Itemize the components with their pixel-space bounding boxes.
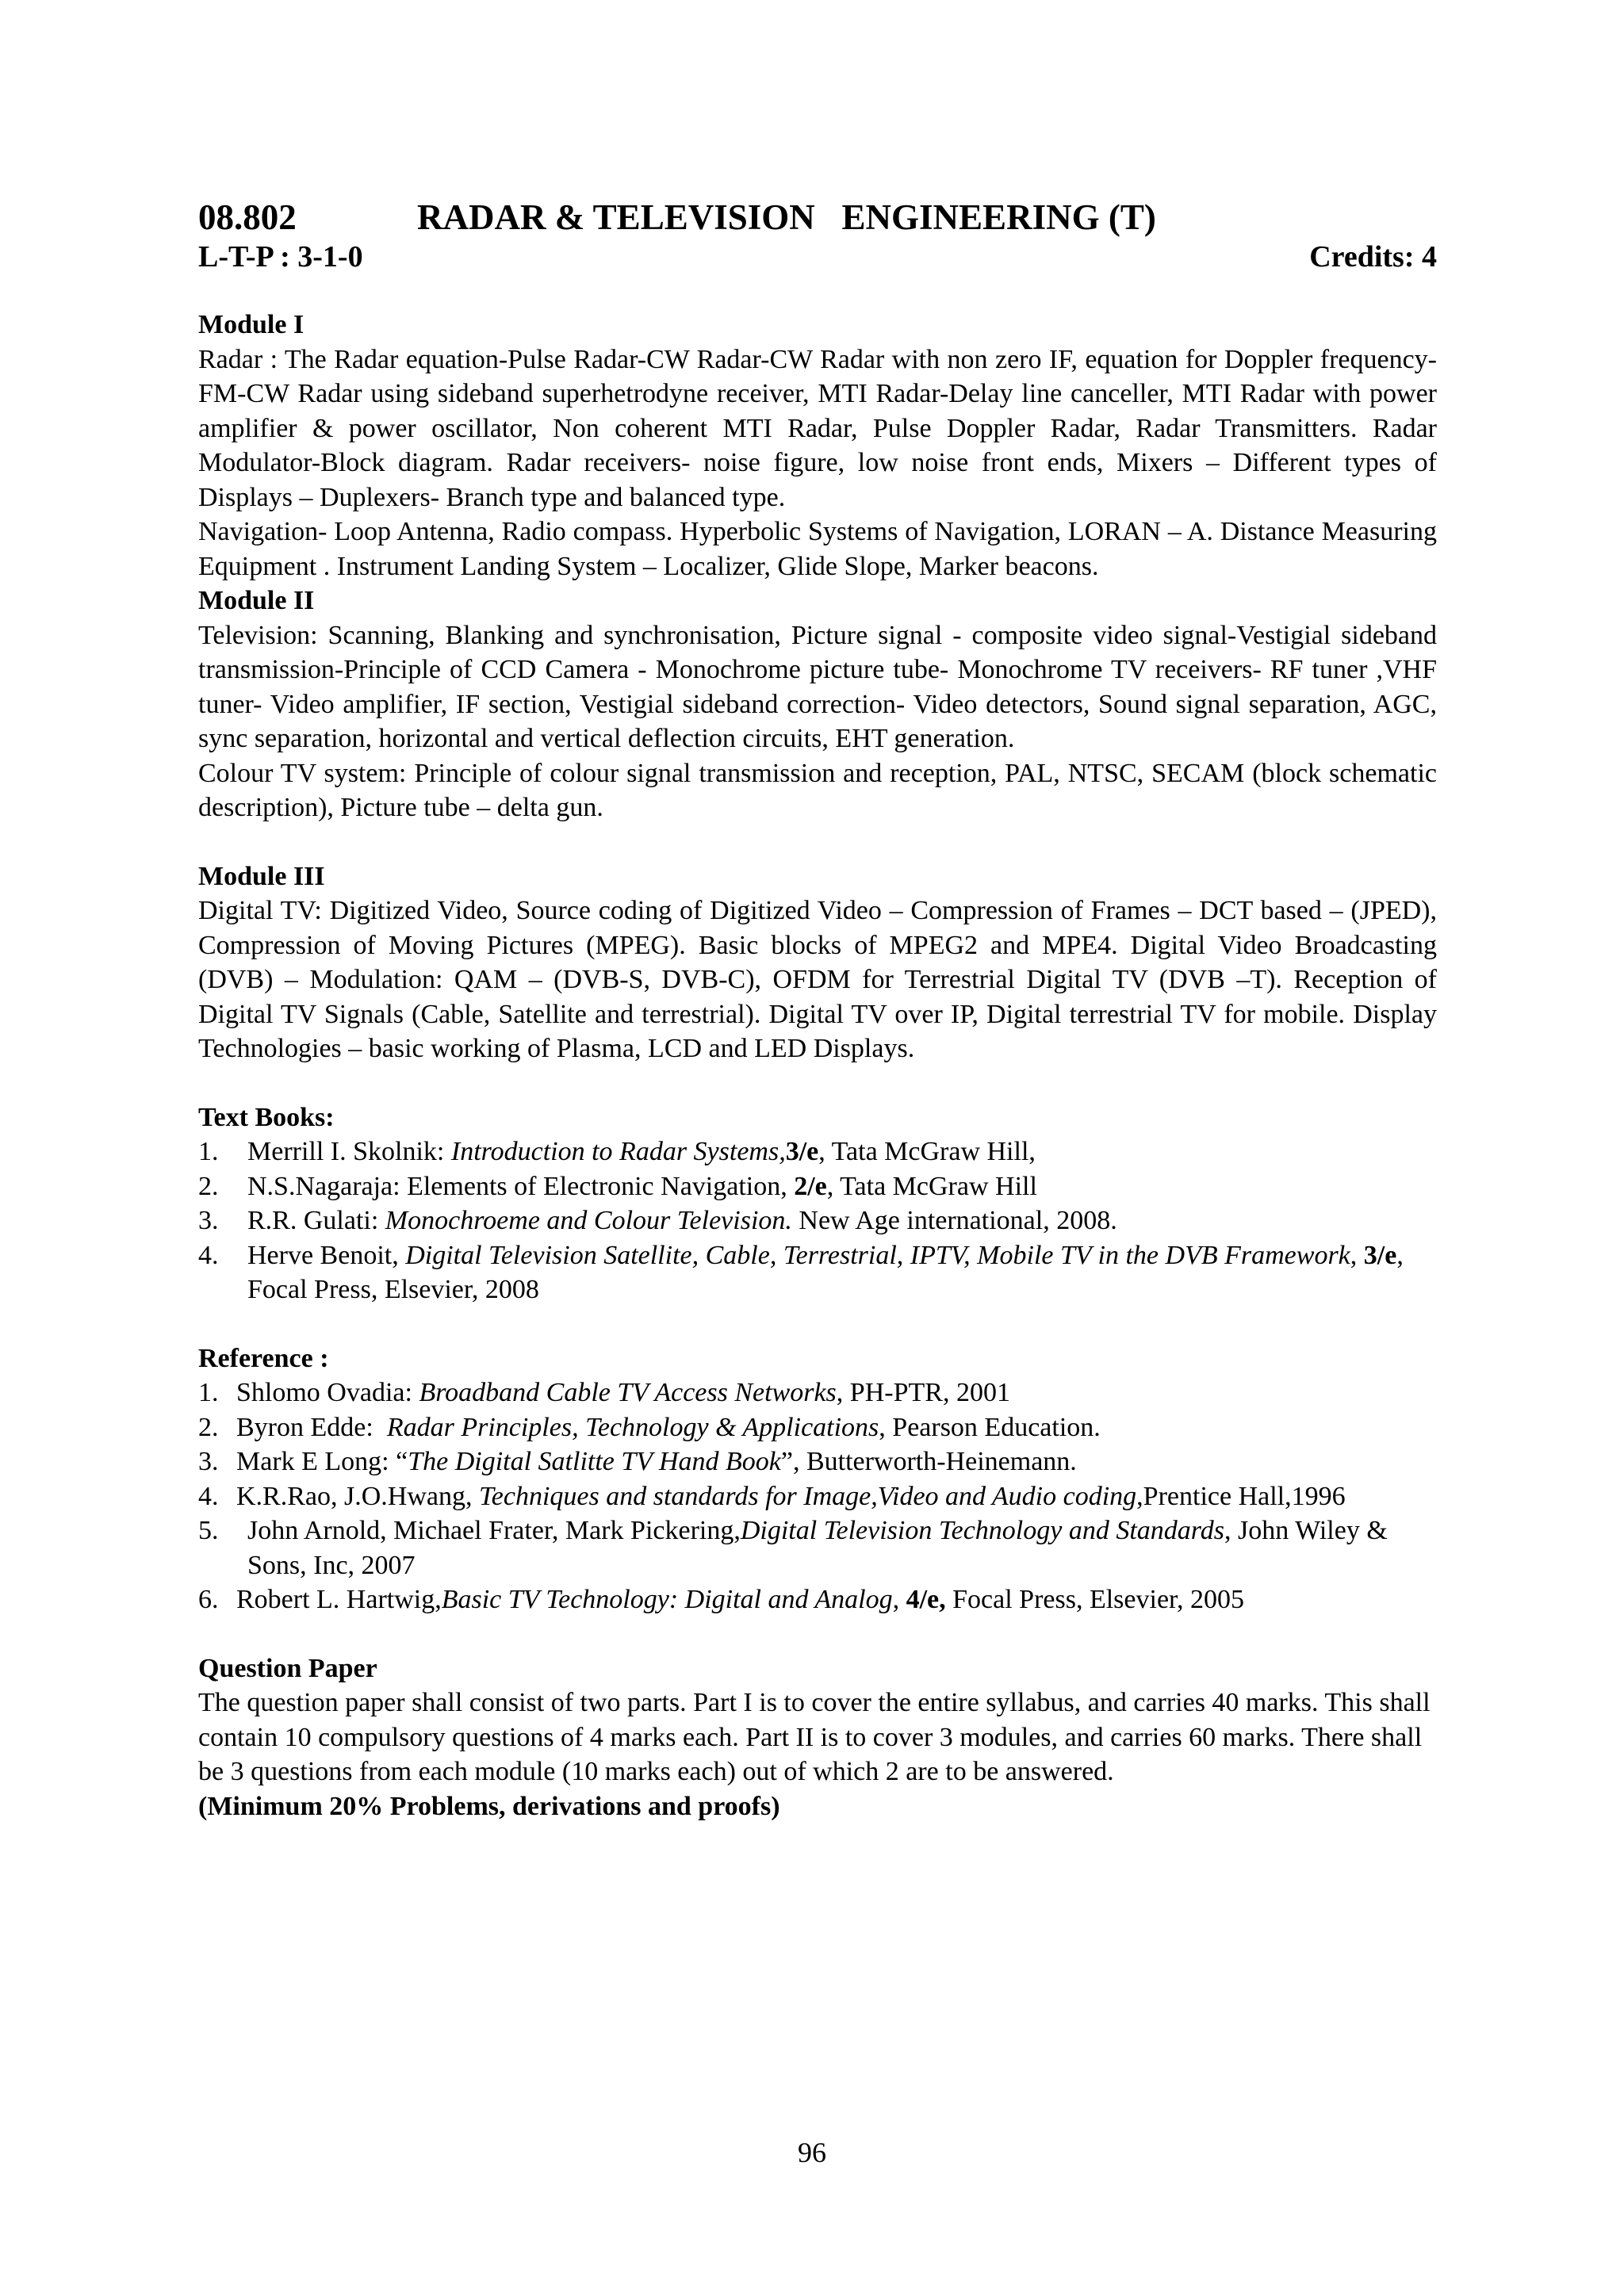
ltp-label: L-T-P : 3-1-0 [198,240,363,274]
text-books-heading: Text Books: [198,1102,335,1132]
module-2-television-text: Television: Scanning, Blanking and synchronisation, Picture signal - composite video signal-Vestigial sideband transmission-Principle of CCD Camera - Monochrome picture tube- Monochrome TV receivers- RF tuner ,VHF tuner- Video amplifier, IF section, Vestigial sideband correction- Video detectors, Sound signal separation, AGC, sync separation, horizontal and vertical deflection circuits, EHT generation. [198,620,1437,753]
ltp-credits-row [198,238,1437,276]
text-book-item: 4. Herve Benoit, Digital Television Satellite, Cable, Terrestrial, IPTV, Mobile TV in the DVB Framework, 3/e, Focal Press, Elsevier, 2008 [198,1240,1404,1304]
reference-item: 2. Byron Edde: Radar Principles, Technology & Applications, Pearson Education. [198,1412,1101,1442]
module-1-navigation-text: Navigation- Loop Antenna, Radio compass. Hyperbolic Systems of Navigation, LORAN – A. Distance Measuring Equipment . Instrument Landing System – Localizer, Glide Slope, Marker beacons. [198,517,1437,581]
question-paper-heading: Question Paper [198,1653,377,1683]
course-code: 08.802 [198,197,297,237]
module-1-radar-text: Radar : The Radar equation-Pulse Radar-CW Radar-CW Radar with non zero IF, equation for Doppler frequency- FM-CW Radar using sideband superhetrodyne receiver, MTI Radar-Delay line canceller, MTI Radar with power amplifier & power oscillator, Non coherent MTI Radar, Pulse Doppler Radar, Radar Transmitters. Radar Modulator-Block diagram. Radar receivers- noise figure, low noise front ends, Mixers – Different types of Displays – Duplexers- Branch type and balanced type. [198,344,1437,512]
credits-label: Credits: 4 [1309,240,1437,274]
syllabus-page [198,197,1437,1823]
reference-list [198,1376,1437,1617]
reference-item: 5. John Arnold, Michael Frater, Mark Pickering,Digital Television Technology and Standards, John Wiley & Sons, Inc, 2007 [198,1516,1388,1580]
question-paper-text: The question paper shall consist of two parts. Part I is to cover the entire syllabus, and carries 40 marks. This shall contain 10 compulsory questions of 4 marks each. Part II is to cover 3 modules, and carries 60 marks. There shall be 3 questions from each module (10 marks each) out of which 2 are to be answered. [198,1688,1431,1786]
course-title-row [198,197,1437,238]
module-3-heading: Module III [198,861,325,891]
reference-item: 4. K.R.Rao, J.O.Hwang, Techniques and standards for Image,Video and Audio coding,Prentice Hall,1996 [198,1481,1346,1511]
module-3-digital-tv-text: Digital TV: Digitized Video, Source coding of Digitized Video – Compression of Frames – DCT based – (JPED), Compression of Moving Pictures (MPEG). Basic blocks of MPEG2 and MPE4. Digital Video Broadcasting (DVB) – Modulation: QAM – (DVB-S, DVB-C), OFDM for Terrestrial Digital TV (DVB –T). Reception of Digital TV Signals (Cable, Satellite and terrestrial). Digital TV over IP, Digital terrestrial TV for mobile. Display Technologies – basic working of Plasma, LCD and LED Displays. [198,896,1437,1063]
reference-item: 1. Shlomo Ovadia: Broadband Cable TV Access Networks, PH-PTR, 2001 [198,1378,1010,1407]
reference-heading: Reference : [198,1343,329,1373]
reference-item: 3. Mark E Long: “The Digital Satlitte TV Hand Book”, Butterworth-Heinemann. [198,1447,1077,1476]
reference-item: 6. Robert L. Hartwig,Basic TV Technology: Digital and Analog, 4/e, Focal Press, Elsevier, 2005 [198,1585,1244,1614]
text-book-item: 3. R.R. Gulati: Monochroeme and Colour Television. New Age international, 2008. [198,1206,1117,1235]
module-1-heading: Module I [198,310,304,339]
text-book-item: 1. Merrill I. Skolnik: Introduction to Radar Systems,3/e, Tata McGraw Hill, [198,1137,1036,1166]
course-title: RADAR & TELEVISION ENGINEERING (T) [417,197,1156,237]
text-books-list [198,1135,1437,1307]
text-book-item: 2. N.S.Nagaraja: Elements of Electronic Navigation, 2/e, Tata McGraw Hill [198,1171,1037,1201]
page-number: 96 [798,2137,826,2168]
module-2-heading: Module II [198,586,315,615]
module-2-colour-tv-text: Colour TV system: Principle of colour signal transmission and reception, PAL, NTSC, SECAM (block schematic description), Picture tube – delta gun. [198,758,1437,822]
question-paper-note: (Minimum 20% Problems, derivations and proofs) [198,1791,780,1821]
